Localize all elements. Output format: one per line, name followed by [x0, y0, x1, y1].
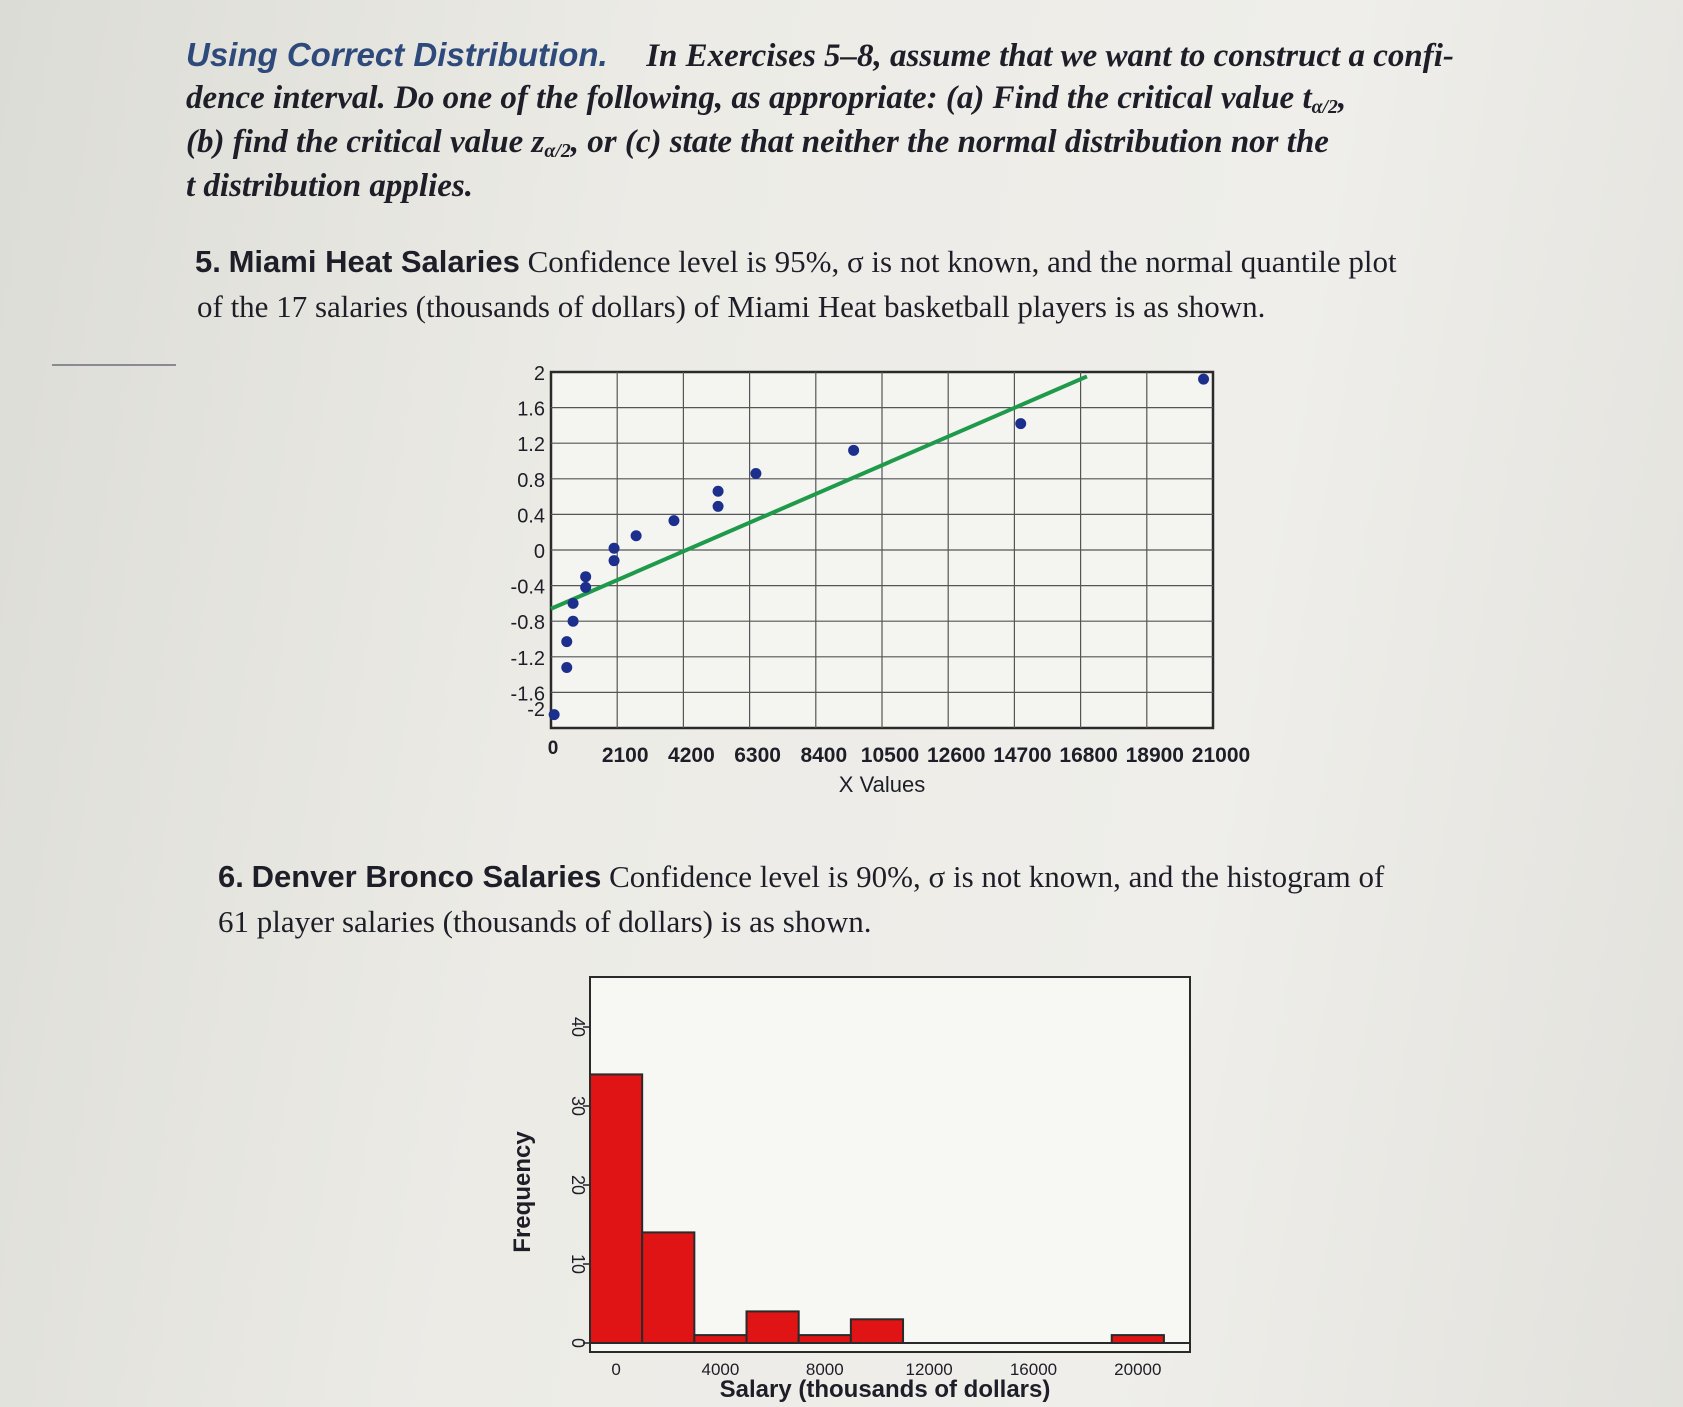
intro-line-1	[186, 36, 1454, 75]
qq-data-point	[561, 662, 572, 673]
qq-y-tick-label: -0.8	[510, 612, 545, 635]
exercise-5-number: 5.	[195, 244, 221, 279]
qq-data-point	[713, 501, 724, 512]
intro-line-3-post: , or (c) state that neither the normal distribution nor the	[570, 124, 1329, 160]
qq-data-point	[580, 582, 591, 593]
histogram-x-tick-label: 4000	[701, 1360, 740, 1379]
histogram-bar	[1112, 1335, 1164, 1343]
histogram-bar	[590, 1074, 642, 1343]
histogram-x-tick-label: 8000	[805, 1360, 844, 1379]
qq-x-tick-label: 18900	[1125, 744, 1185, 767]
qq-data-point	[561, 636, 572, 647]
qq-data-point	[848, 445, 859, 456]
qq-y-tick-label: 1.2	[517, 434, 545, 457]
histogram-bar	[747, 1311, 799, 1343]
qq-x-tick-label: 12600	[926, 744, 986, 767]
qq-y-tick-label: 0.8	[517, 469, 545, 492]
qq-data-point	[549, 709, 560, 720]
intro-line-3	[186, 124, 1329, 163]
histogram-x-tick-label: 20000	[1114, 1360, 1162, 1379]
qq-y-tick-label: -1.2	[510, 647, 545, 670]
histogram-y-tick-label: 20	[568, 1174, 588, 1196]
alpha-half-subscript-z: α/2	[544, 139, 571, 162]
qq-x-tick-label: 0	[547, 738, 559, 759]
qq-data-point	[713, 486, 724, 497]
normal-quantile-plot	[440, 360, 1260, 815]
qq-x-tick-label: 4200	[668, 744, 715, 767]
intro-line-2-pre: dence interval. Do one of the following, as appropriate: (a) Find the critical value t	[186, 80, 1312, 116]
qq-y-tick-label: 0	[533, 541, 545, 563]
histogram-y-tick-label: 0	[568, 1337, 588, 1349]
qq-y-tick-label: -0.4	[510, 576, 545, 599]
qq-y-tick-label: 1.6	[517, 398, 545, 421]
salary-histogram	[490, 962, 1230, 1407]
exercise-6-line-2: 61 player salaries (thousands of dollars) is as shown.	[218, 904, 872, 939]
histogram-y-tick-label: 40	[568, 1016, 588, 1038]
qq-data-point	[631, 530, 642, 541]
qq-data-point	[568, 598, 579, 609]
exercise-6-title: Denver Bronco Salaries	[251, 859, 602, 894]
exercise-6-number: 6.	[218, 859, 244, 894]
qq-y-tick-label: -2	[527, 699, 545, 721]
margin-rule	[52, 364, 176, 366]
qq-x-tick-label: 8400	[800, 744, 848, 767]
qq-x-tick-label: 6300	[734, 744, 781, 767]
intro-line-3-pre: (b) find the critical value z	[186, 124, 545, 160]
qq-x-tick-label: 16800	[1059, 744, 1118, 767]
qq-data-point	[750, 468, 761, 479]
histogram-y-ticks	[568, 1017, 590, 1348]
intro-line-1-text: In Exercises 5–8, assume that we want to construct a confi-	[646, 38, 1454, 74]
qq-data-point	[580, 571, 591, 582]
histogram-bar	[642, 1232, 694, 1343]
histogram-bar	[799, 1335, 851, 1343]
exercise-5-title: Miami Heat Salaries	[228, 244, 520, 279]
histogram-x-tick-label: 16000	[1009, 1360, 1058, 1379]
exercise-5-line-1	[195, 244, 1397, 280]
histogram-y-axis-label: Frequency	[509, 1131, 536, 1253]
intro-line-2	[186, 80, 1346, 119]
histogram-x-tick-label: 0	[611, 1360, 621, 1379]
histogram-bar	[851, 1319, 903, 1343]
qq-x-tick-label: 14700	[993, 744, 1052, 767]
exercise-6-text-1: Confidence level is 90%, σ is not known, and the histogram of	[609, 859, 1385, 894]
qq-data-point	[609, 555, 620, 566]
qq-x-tick-label: 21000	[1191, 744, 1251, 767]
qq-data-point	[568, 616, 579, 627]
histogram-x-axis-label: Salary (thousands of dollars)	[719, 1376, 1051, 1403]
qq-x-tick-label: 2100	[601, 744, 649, 767]
qq-data-point	[609, 543, 620, 554]
histogram-y-tick-label: 30	[568, 1095, 588, 1117]
qq-x-axis-label: X Values	[838, 772, 926, 797]
histogram-bar	[694, 1335, 746, 1343]
exercise-6-line-1	[218, 859, 1384, 895]
qq-y-tick-label: -1.6	[510, 683, 545, 706]
qq-y-tick-label: 2	[533, 363, 545, 385]
qq-data-point	[668, 515, 679, 526]
qq-data-point	[1198, 374, 1209, 385]
alpha-half-subscript: α/2	[1311, 95, 1338, 118]
intro-line-4: t distribution applies.	[186, 168, 473, 204]
exercise-5-text-1: Confidence level is 95%, σ is not known, and the normal quantile plot	[527, 244, 1397, 279]
intro-line-2-post: ,	[1337, 80, 1347, 116]
intro-heading: Using Correct Distribution.	[186, 36, 608, 73]
exercise-5-line-2: of the 17 salaries (thousands of dollars) of Miami Heat basketball players is as shown.	[197, 289, 1266, 324]
qq-x-tick-label: 10500	[860, 744, 920, 767]
histogram-x-tick-label: 12000	[905, 1360, 953, 1379]
qq-data-point	[1015, 418, 1026, 429]
histogram-y-tick-label: 10	[568, 1253, 588, 1275]
qq-y-tick-label: 0.4	[517, 505, 545, 528]
